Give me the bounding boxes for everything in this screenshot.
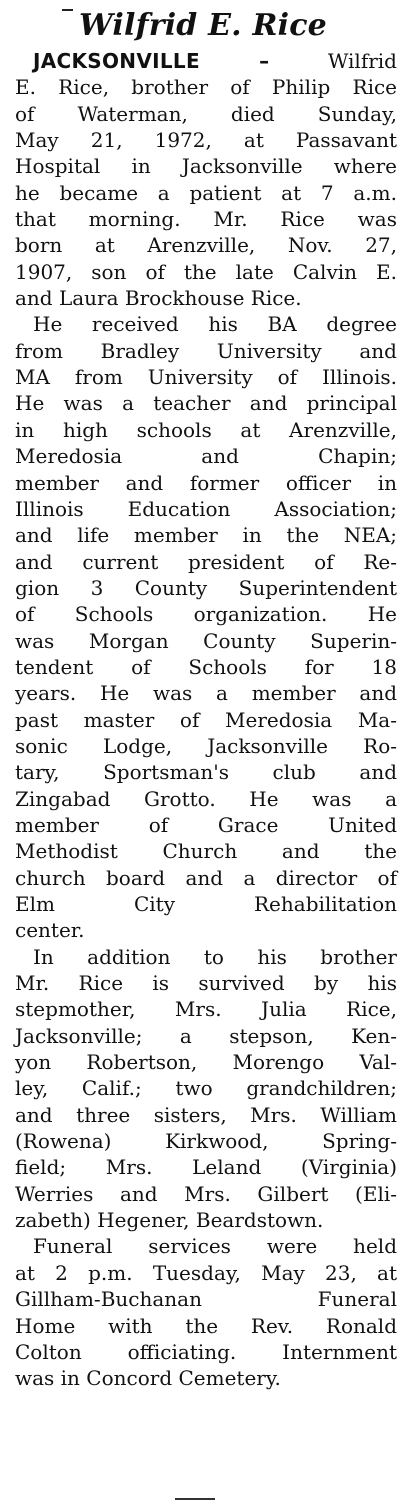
text-line: from Bradley University and — [15, 338, 397, 363]
text-line: and Laura Brockhouse Rice. — [15, 286, 302, 311]
text-line: Gillham-Buchanan Funeral — [15, 1287, 397, 1312]
text-line: Meredosia and Chapin; — [15, 444, 397, 469]
text-line: of Waterman, died Sunday, — [15, 101, 397, 126]
paragraph-3 — [15, 944, 397, 1234]
bottom-rule — [175, 1498, 215, 1500]
text-line: stepmother, Mrs. Julia Rice, — [15, 997, 397, 1022]
text-line: member of Grace United — [15, 812, 397, 837]
dateline: JACKSONVILLE – — [33, 49, 270, 73]
text-line: tendent of Schools for 18 — [15, 654, 397, 679]
text-line: 1907, son of the late Calvin E. — [15, 259, 397, 284]
text-line: MA from University of Illinois. — [15, 365, 397, 390]
text-line: Hospital in Jacksonville where — [15, 154, 397, 179]
text-line: years. He was a member and — [15, 681, 397, 706]
text-line: zabeth) Hegener, Beardstown. — [15, 1208, 324, 1233]
text-line: at 2 p.m. Tuesday, May 23, at — [15, 1260, 397, 1285]
text-line: of Schools organization. He — [15, 602, 397, 627]
text-line: and three sisters, Mrs. William — [15, 1102, 397, 1127]
text-line: JACKSONVILLE – Wilfrid — [33, 49, 397, 73]
text-line: member and former officer in — [15, 470, 397, 495]
text-line: past master of Meredosia Ma- — [15, 707, 397, 732]
paragraph-4 — [15, 1233, 397, 1391]
text-line: (Rowena) Kirkwood, Spring- — [15, 1129, 397, 1154]
text-line: Colton officiating. Internment — [15, 1339, 397, 1364]
text-line: Werries and Mrs. Gilbert (Eli- — [15, 1181, 397, 1206]
text-line: Mr. Rice is survived by his — [15, 971, 397, 996]
text-line: May 21, 1972, at Passavant — [15, 128, 397, 153]
obituary-headline: Wilfrid E. Rice — [79, 8, 327, 43]
obituary-body — [15, 48, 397, 1392]
text-line: Methodist Church and the — [15, 839, 397, 864]
text-line: field; Mrs. Leland (Virginia) — [15, 1155, 397, 1180]
text-line: Funeral services were held — [33, 1234, 397, 1259]
text-line: was Morgan County Superin- — [15, 628, 397, 653]
text-line: and life member in the NEA; — [15, 523, 397, 548]
text-line: he became a patient at 7 a.m. — [15, 180, 397, 205]
text-line: E. Rice, brother of Philip Rice — [15, 75, 397, 100]
text-line: was in Concord Cemetery. — [15, 1366, 281, 1391]
text-line: Zingabad Grotto. He was a — [15, 786, 397, 811]
text-line: Illinois Education Association; — [15, 496, 397, 521]
text-line: gion 3 County Superintendent — [15, 575, 397, 600]
text-line: and current president of Re- — [15, 549, 397, 574]
text-line: Home with the Rev. Ronald — [15, 1313, 397, 1338]
text-line: tary, Sportsman's club and — [15, 760, 397, 785]
text-line: Jacksonville; a stepson, Ken- — [15, 1023, 397, 1048]
text-line: born at Arenzville, Nov. 27, — [15, 233, 397, 258]
text-line: in high schools at Arenzville, — [15, 417, 397, 442]
text-line: ley, Calif.; two grandchildren; — [15, 1076, 397, 1101]
text-line: In addition to his brother — [33, 944, 397, 969]
text-line: church board and a director of — [15, 865, 397, 890]
text-line: yon Robertson, Morengo Val- — [15, 1050, 397, 1075]
text-line: He was a teacher and principal — [15, 391, 397, 416]
text-line: center. — [15, 918, 85, 943]
text-line: sonic Lodge, Jacksonville Ro- — [15, 733, 397, 758]
text-line: that morning. Mr. Rice was — [15, 207, 397, 232]
paragraph-1 — [15, 48, 397, 311]
paragraph-2 — [15, 311, 397, 943]
text-line: Elm City Rehabilitation — [15, 892, 397, 916]
text-line: He received his BA degree — [33, 312, 397, 337]
